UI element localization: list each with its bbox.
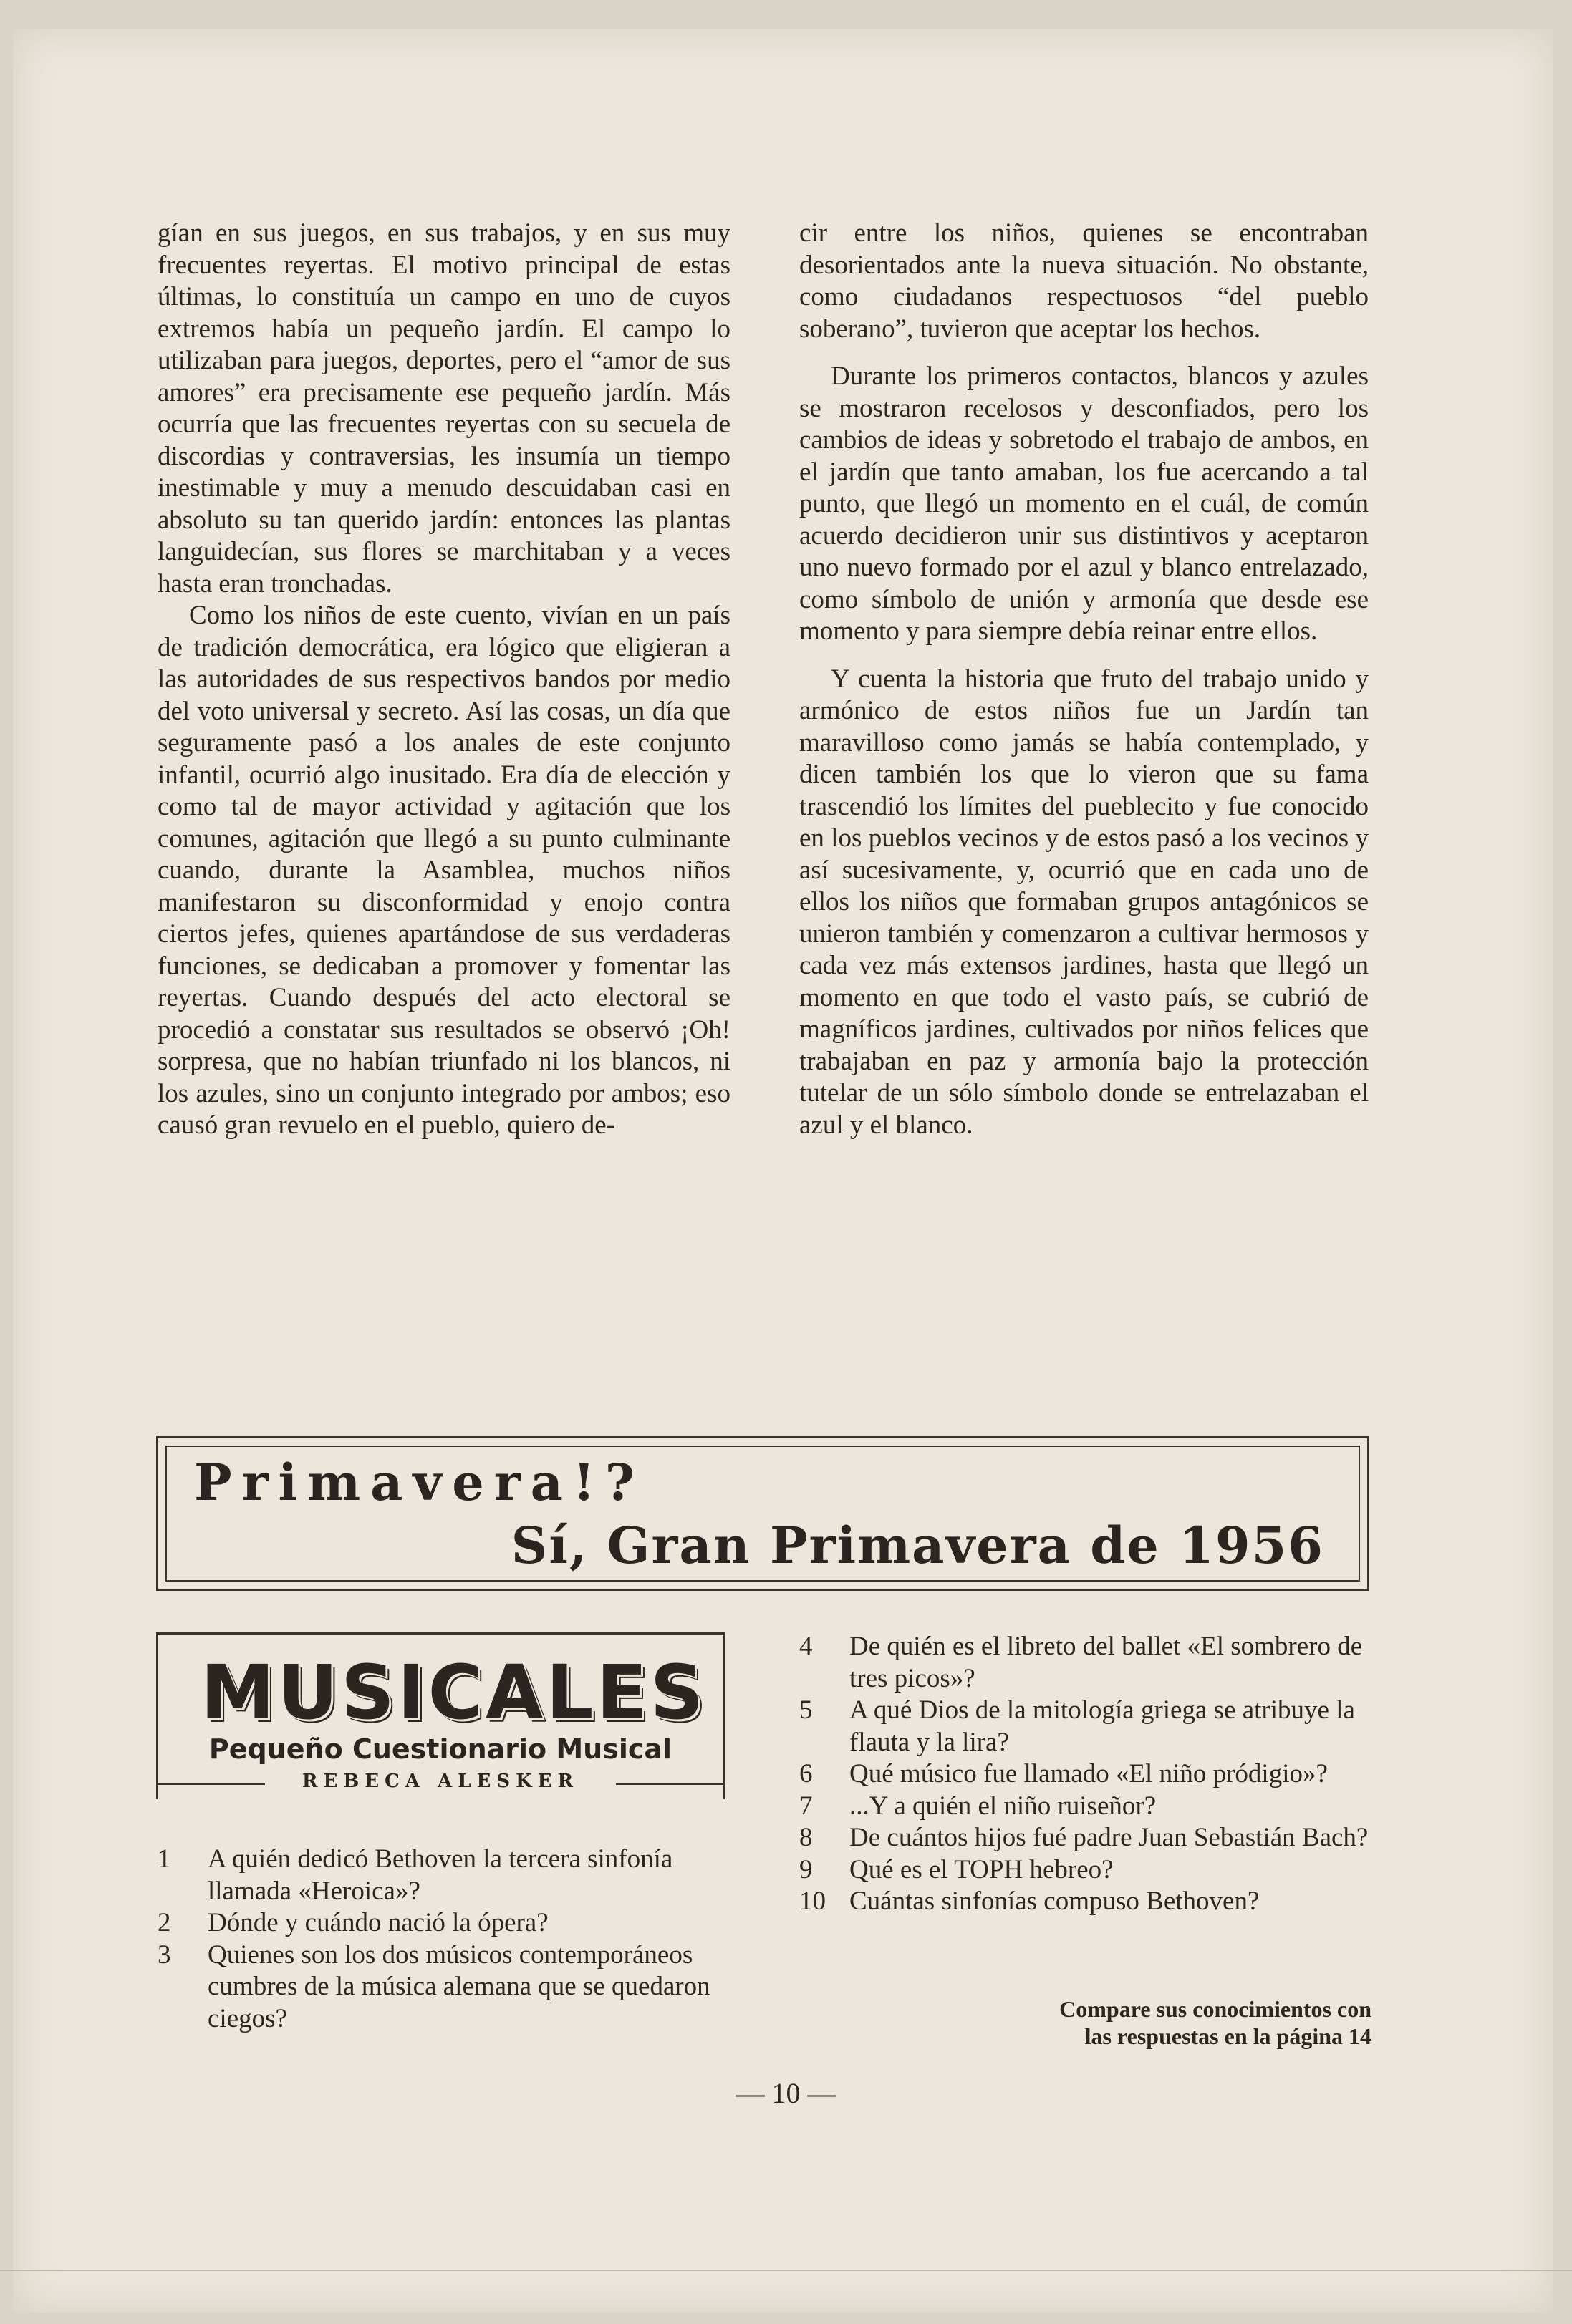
spring-banner [156,1436,1369,1591]
musicales-subtitle: Pequeño Cuestionario Musical [208,1733,672,1765]
banner-subheadline: Sí, Gran Primavera de 1956 [511,1516,1324,1575]
compare-line: Compare sus conocimientos con [1059,1996,1371,2022]
divider [158,1783,265,1785]
question-item [799,1695,1372,1758]
question-number: 2 [158,1908,171,1937]
question-number: 10 [799,1887,826,1916]
question-number: 8 [799,1823,813,1852]
question-item [799,1791,1372,1823]
question-number: 4 [799,1632,813,1661]
question-item [158,1907,723,1940]
article-right-column [799,218,1369,1141]
question-text: A qué Dios de la mitología griega se atribuye la flauta y la lira? [849,1695,1355,1757]
question-text: Qué músico fue llamado «El niño pródigio»? [849,1759,1328,1788]
question-item [799,1631,1372,1695]
page-number: — 10 — [736,2077,836,2109]
question-text: De cuántos hijos fué padre Juan Sebastián Bach? [849,1823,1369,1852]
author-row [158,1771,723,1799]
musicales-header [156,1632,725,1799]
question-item [799,1886,1372,1918]
question-text: De quién es el libreto del ballet «El sombrero de tres picos»? [849,1632,1363,1693]
question-text: Dónde y cuándo nació la ópera? [208,1908,549,1937]
question-number: 9 [799,1854,813,1884]
musicales-title: MUSICALES [201,1649,707,1736]
question-number: 3 [158,1940,171,1970]
author-name: REBECA ALESKER [302,1771,579,1792]
compare-line: las respuestas en la página 14 [1084,2023,1371,2049]
article-paragraph: Y cuenta la historia que fruto del trabajo unido y armónico de estos niños fue un Jardín tan maravilloso como jamás se había contemplado, y dicen también los que lo vieron que su fama trascendió los límites del pueblecito y fue conocido en los pueblos vecinos y de estos pasó a los vecinos y así sucesivamente, y, ocurrió que en cada uno de ellos los niños que formaban grupos antagónicos se unieron también y comenzaron a cultivar hermosos y cada vez más extensos jardines, hasta que llegó un momento en que todo el vasto país, se cubrió de magníficos jardines, cultivados por niños felices que trabajaban en paz y armonía bajo la protección tutelar de un sólo símbolo donde se entrelazaban el azul y el blanco. [799,664,1369,1140]
banner-headline: Primavera!? [194,1453,645,1512]
question-text: Quienes son los dos músicos contemporáneos cumbres de la música alemana que se quedaron ciegos? [208,1940,710,2033]
article-paragraph: Como los niños de este cuento, vivían en un país de tradición democrática, era lógico que eligieran a las autoridades de sus respectivos bandos por medio del voto universal y secreto. Así las cosas, un día que seguramente pasó a los anales de este conjunto infantil, ocurrió algo inusitado. Era día de elección y como tal de mayor actividad y agitación que los comunes, agitación que llegó a su punto culminante cuando, durante la Asamblea, muchos niños manifestaron su disconformidad y enojo contra ciertos jefes, quienes apartándose de sus verdaderas funciones, se dedicaban a promover y fomentar las reyertas. Cuando después del acto electoral se procedió a constatar sus resultados se observó ¡Oh! sorpresa, que no habían triunfado ni los blancos, ni los azules, sino un conjunto integrado por ambos; eso causó gran revuelo en el pueblo, quiero de- [158,601,730,1140]
page-fold-divider [0,2270,1572,2271]
question-item [799,1758,1372,1791]
article-paragraph: gían en sus juegos, en sus trabajos, y en sus muy frecuentes reyertas. El motivo principal de estas últimas, lo constituía un campo en uno de cuyos extremos había un pequeño jardín. El campo lo utilizaban para juegos, deportes, pero el “amor de sus amores” era precisamente ese pequeño jardín. Más ocurría que las frecuentes reyertas con su secuela de discordias y contraversias, les insumía un tiempo inestimable y muy a menudo descuidaban casi en absoluto su tan querido jardín: entonces las plantas languidecían, sus flores se marchitaban y a veces hasta eran tronchadas. [158,218,730,599]
compare-note [913,1995,1371,2050]
question-item [799,1854,1372,1887]
article-paragraph: Durante los primeros contactos, blancos y azules se mostraron recelosos y desconfiados, pero los cambios de ideas y sobretodo el trabajo de ambos, en el jardín que tanto amaban, los fue acercando a tal punto, que llegó un momento en el cuál, de común acuerdo decidieron unir sus distintivos y aceptaron uno nuevo formado por el azul y blanco entrelazado, como símbolo de unión y armonía que desde ese momento y para siempre debía reinar entre ellos. [799,362,1369,646]
article-paragraph: cir entre los niños, quienes se encontraban desorientados ante la nueva situación. No obstante, como ciudadanos respectuosos “del pueblo soberano”, tuvieron que aceptar los hechos. [799,218,1369,344]
question-text: Qué es el TOPH hebreo? [849,1854,1114,1884]
question-item [799,1822,1372,1854]
question-number: 1 [158,1844,171,1874]
question-item [158,1940,723,2035]
questions-right-list [799,1631,1372,1918]
question-text: Cuántas sinfonías compuso Bethoven? [849,1887,1260,1916]
question-number: 6 [799,1759,813,1788]
question-number: 7 [799,1791,813,1821]
question-text: ...Y a quién el niño ruiseñor? [849,1791,1157,1821]
divider [616,1783,723,1785]
question-item [158,1844,723,1907]
article-left-column [158,218,730,1142]
question-number: 5 [799,1695,813,1725]
question-text: A quién dedicó Bethoven la tercera sinfonía llamada «Heroica»? [208,1844,673,1906]
questions-left-list [158,1844,723,2035]
